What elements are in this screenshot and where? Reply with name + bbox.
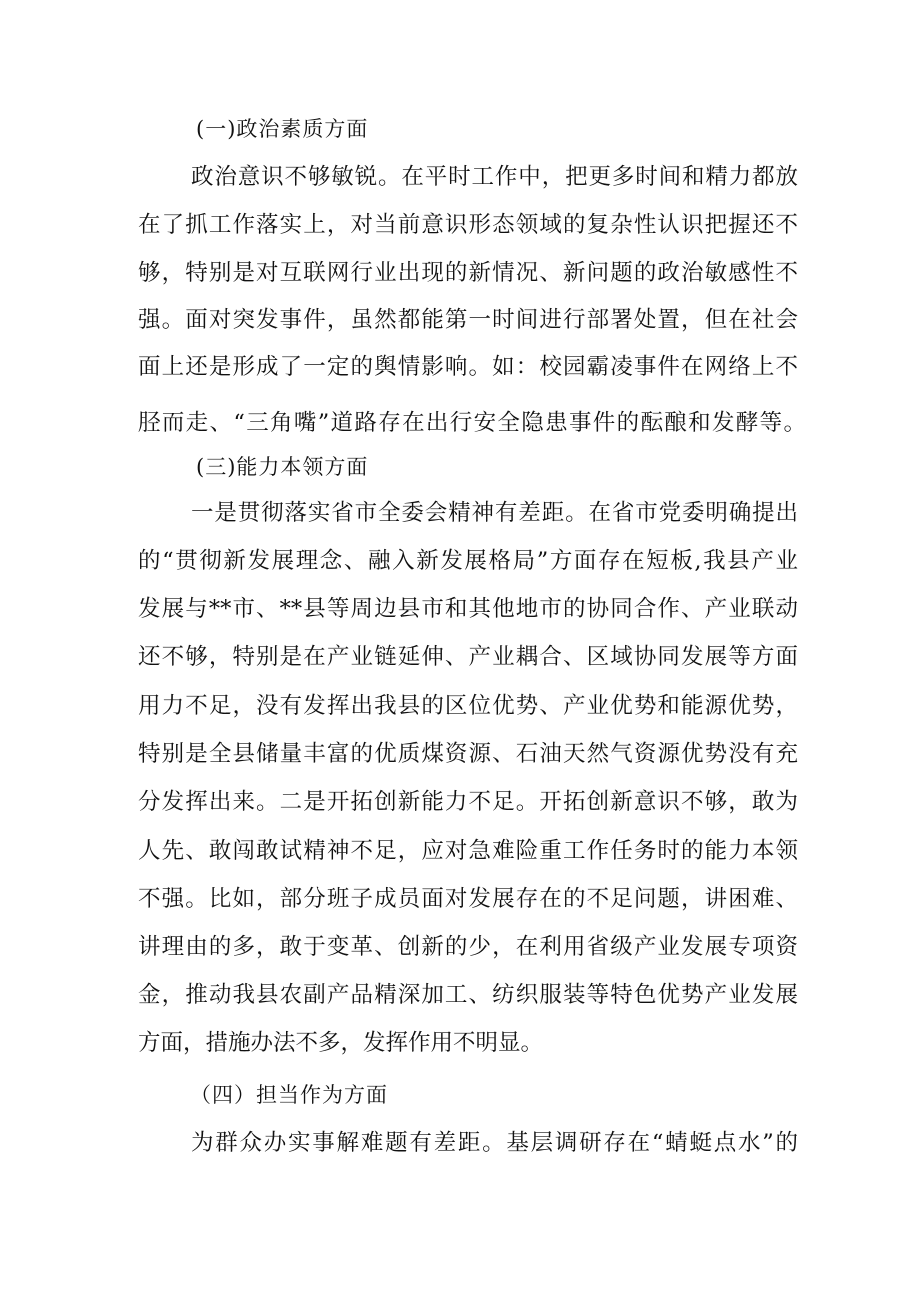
paragraph-line: 强。面对突发事件，虽然都能第一时间进行部署处置，但在社会 — [138, 307, 798, 333]
paragraph-line: 讲理由的多，敢于变革、创新的少，在利用省级产业发展专项资 — [138, 934, 798, 960]
paragraph-line: 胫而走、“三角嘴”道路存在出行安全隐患事件的酝酿和发酵等。 — [138, 410, 806, 436]
paragraph-line: 为群众办实事解难题有差距。基层调研存在“蜻蜓点水”的 — [191, 1130, 798, 1156]
paragraph-line: 政治意识不够敏锐。在平时工作中，把更多时间和精力都放 — [191, 164, 798, 190]
paragraph-line: 特别是全县储量丰富的优质煤资源、石油天然气资源优势没有充 — [138, 741, 798, 767]
paragraph-line: 还不够，特别是在产业链延伸、产业耦合、区域协同发展等方面 — [138, 644, 798, 670]
paragraph-line: 用力不足，没有发挥出我县的区位优势、产业优势和能源优势， — [138, 693, 798, 719]
paragraph-line: 发展与**市、**县等周边县市和其他地市的协同合作、产业联动 — [138, 596, 798, 622]
section-heading-ability: (三)能力本领方面 — [196, 455, 369, 479]
paragraph-line: 金，推动我县农副产品精深加工、纺织服装等特色优势产业发展 — [138, 982, 798, 1008]
paragraph-line: 方面，措施办法不多，发挥作用不明显。 — [138, 1030, 544, 1056]
paragraph-line: 不强。比如，部分班子成员面对发展存在的不足问题，讲困难、 — [138, 886, 798, 912]
section-heading-responsibility: （四）担当作为方面 — [190, 1083, 388, 1107]
paragraph-line: 在了抓工作落实上，对当前意识形态领域的复杂性认识把握还不 — [138, 212, 798, 238]
paragraph-line: 人先、敢闯敢试精神不足，应对急难险重工作任务时的能力本领 — [138, 838, 798, 864]
paragraph-line: 分发挥出来。二是开拓创新能力不足。开拓创新意识不够，敢为 — [138, 789, 798, 815]
paragraph-line: 面上还是形成了一定的舆情影响。如：校园霸凌事件在网络上不 — [138, 354, 798, 380]
section-heading-political: (一)政治素质方面 — [196, 117, 369, 141]
paragraph-line: 够，特别是对互联网行业出现的新情况、新问题的政治敏感性不 — [138, 260, 798, 286]
paragraph-line: 一是贯彻落实省市全委会精神有差距。在省市党委明确提出 — [191, 500, 798, 526]
paragraph-line: 的“贯彻新发展理念、融入新发展格局”方面存在短板,我县产业 — [138, 548, 798, 574]
